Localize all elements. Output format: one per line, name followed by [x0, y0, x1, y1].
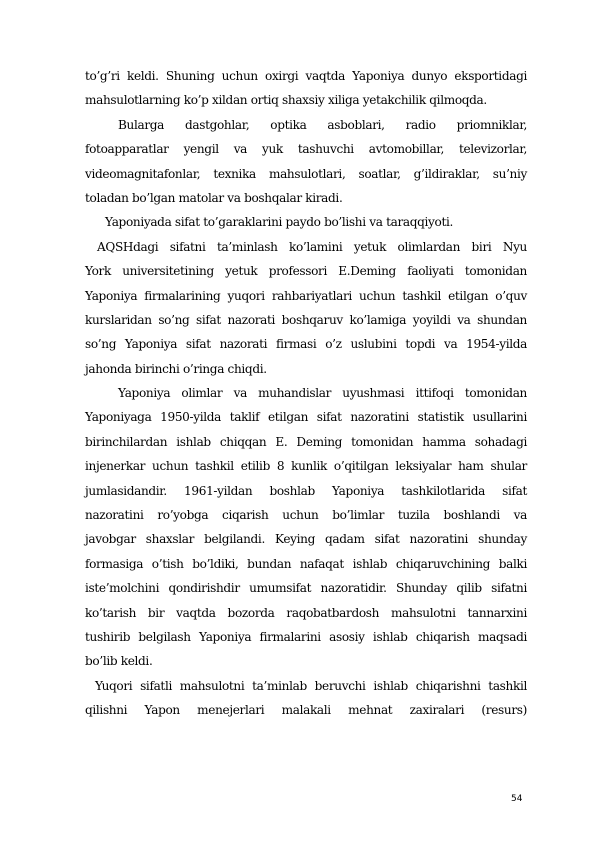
body-text — [85, 64, 527, 723]
text-line: Yaponiya olimlar va muhandislar uyushmasi ittifoqi tomonidan — [118, 386, 527, 401]
text-line: birinchilardan ishlab chiqqan E. Deming tomonidan hamma sohadagi — [85, 434, 527, 449]
text-line: bo’lib keldi. — [85, 654, 153, 669]
text-line: javobgar shaxslar belgilandi. Keying qadam sifat nazoratini shunday — [85, 532, 527, 547]
page-number: 54 — [511, 794, 523, 804]
text-line: fotoapparatlar yengil va yuk tashuvchi avtomobillar, televizorlar, — [85, 142, 527, 157]
text-line: iste’molchini qondirishdir umumsifat nazoratidir. Shunday qilib sifatni — [85, 581, 527, 596]
text-line: toladan bo’lgan matolar va boshqalar kiradi. — [85, 190, 343, 205]
text-line: York universitetining yetuk professori E.Deming faoliyati tomonidan — [85, 264, 527, 279]
text-line: ko’tarish bir vaqtda bozorda raqobatbardosh mahsulotni tannarxini — [85, 605, 527, 620]
text-line: nazoratini ro’yobga ciqarish uchun bo’limlar tuzila boshlandi va — [85, 508, 527, 523]
text-line: Yaponiyaga 1950-yilda taklif etilgan sifat nazoratini statistik usullarini — [85, 410, 527, 425]
text-line: injenerkar uchun tashkil etilib 8 kunlik o’qitilgan leksiyalar ham shular — [85, 459, 527, 474]
text-line: Yuqori sifatli mahsulotni ta’minlab beruvchi ishlab chiqarishni tashkil — [95, 678, 527, 693]
text-line: videomagnitafonlar, texnika mahsulotlari, soatlar, g’ildiraklar, su’niy — [85, 166, 527, 181]
text-line: qilishni Yapon menejerlari malakali mehnat zaxiralari (resurs) — [85, 703, 527, 718]
text-line: Yaponiya firmalarining yuqori rahbariyatlari uchun tashkil etilgan o’quv — [85, 288, 527, 303]
text-line: jahonda birinchi o’ringa chiqdi. — [85, 361, 267, 376]
text-line: tushirib belgilash Yaponiya firmalarini asosiy ishlab chiqarish maqsadi — [85, 629, 527, 644]
text-line: to’g’ri keldi. Shuning uchun oxirgi vaqtda Yaponiya dunyo eksportidagi — [85, 69, 527, 83]
text-line: AQSHdagi sifatni ta’minlash ko’lamini yetuk olimlardan biri Nyu — [97, 239, 527, 254]
text-line: mahsulotlarning ko’p xildan ortiq shaxsiy xiliga yetakchilik qilmoqda. — [85, 93, 487, 108]
text-line: Yaponiyada sifat to’garaklarini paydo bo’lishi va taraqqiyoti. — [105, 215, 453, 230]
text-line: so’ng Yaponiya sifat nazorati firmasi o’z uslubini topdi va 1954-yilda — [85, 337, 527, 352]
text-line: jumlasidandir. 1961-yildan boshlab Yaponiya tashkilotlarida sifat — [85, 483, 527, 498]
text-line: formasiga o’tish bo’ldiki, bundan nafaqat ishlab chiqaruvchining balki — [85, 556, 527, 571]
text-line: kurslaridan so’ng sifat nazorati boshqaruv ko’lamiga yoyildi va shundan — [85, 312, 527, 327]
text-line: Bularga dastgohlar, optika asboblari, radio priomniklar, — [118, 117, 527, 132]
